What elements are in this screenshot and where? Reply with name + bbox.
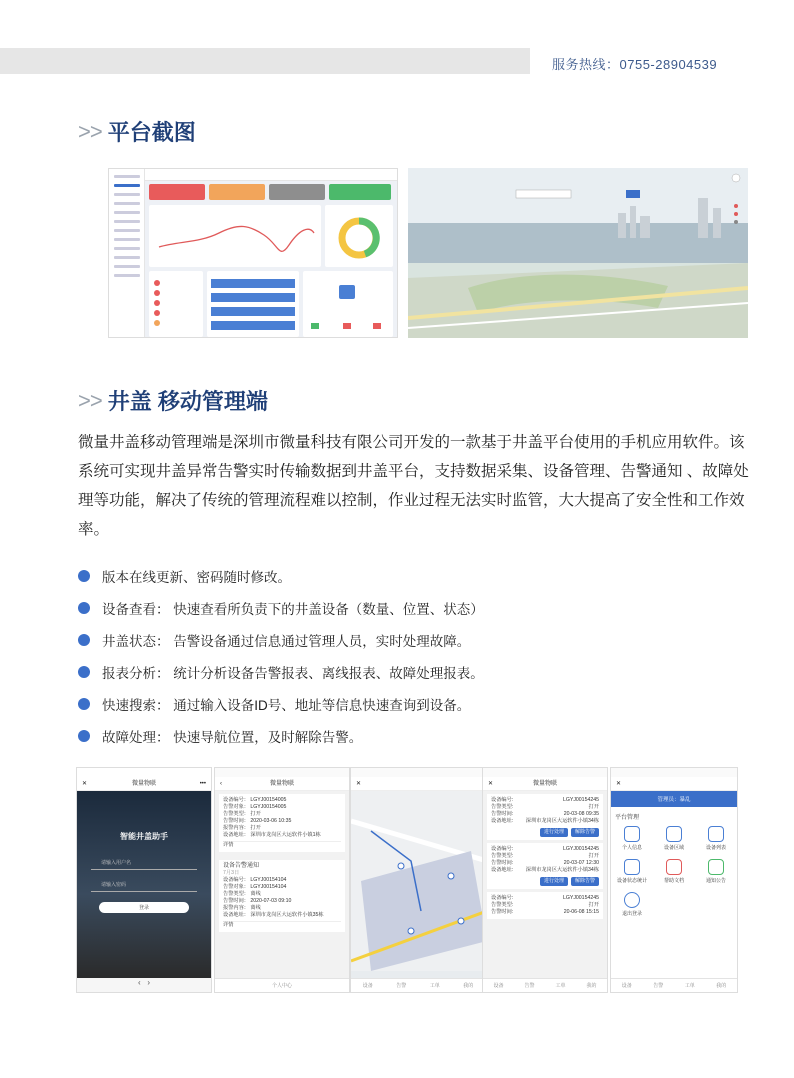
section-title-mobile [78, 385, 268, 416]
user-icon [624, 826, 640, 842]
close-icon[interactable]: ✕ [488, 781, 494, 787]
browser-nav[interactable]: ‹ › [77, 978, 211, 992]
speaker-icon [708, 859, 724, 875]
alarm-card[interactable]: 设备告警通知 7月3日 设备编号： LGYJ00154104 告警对象： LGYJ00154104 告警类型： 离线 告警时间： 2020-07-03 09:10 报警内容： 离线 设备地址： 深圳市龙岗区大运软件小镇35栋 详情 [219, 860, 345, 932]
dashboard-screenshot [108, 168, 398, 338]
logout-item[interactable]: 退出登录 [612, 892, 652, 917]
list-item: 井盖状态： 告警设备通过信息通过管理人员，实时处理故障。 [78, 624, 750, 656]
line-chart-graphic [149, 205, 321, 267]
quick-entry-card [303, 271, 393, 337]
phone-management-screen [610, 767, 738, 993]
alarm-list-card [149, 271, 203, 337]
line-chart-card [149, 205, 321, 267]
bullet-icon [78, 570, 90, 582]
kpi-card-green [329, 184, 391, 200]
intro-paragraph: 微量井盖移动管理端是深圳市微量科技有限公司开发的一款基于井盖平台使用的手机应用软件。该系统可实现井盖异常告警实时传输数据到井盖平台，支持数据采集、设备管理、告警通知 、故障处理等功能，解决了传统的管理流程难以控制，作业过程无法实时监管，大大提高了安全性和工作效率。 [78, 434, 749, 538]
phone-alarm-screen: ‹ 微量物联 设备编号： LGYJ00154005 告警对象： LGYJ00154005 告警类型： 打开 告警时间： 2020-03-06 10:35 报警内容： 打开 设备地址： 深圳市龙岗区大运软件小镇1栋 详情 设备告警通知 7月3日 设备编号： LGYJ00154104 告警对象： LGYJ00154104 告警类型： 离线 告警时间： 2020-07-03 09:10 报警内容： 离线 设备地址： 深圳市龙岗区大运软件小镇35栋 详情 个人中心 [214, 767, 350, 993]
clear-alarm-button[interactable]: 解除告警 [571, 877, 599, 886]
close-icon[interactable]: ✕ [616, 781, 622, 787]
process-button[interactable]: 进行处理 [540, 877, 568, 886]
donut-chart-card [325, 205, 393, 267]
username-input[interactable]: 请输入用户名 [91, 856, 197, 870]
kpi-card-red [149, 184, 205, 200]
clear-alarm-button[interactable]: 解除告警 [571, 828, 599, 837]
close-icon[interactable]: ✕ [356, 781, 362, 787]
list-item: 快速搜索： 通过输入设备ID号、地址等信息快速查询到设备。 [78, 688, 750, 720]
bullet-icon [78, 730, 90, 742]
help-item[interactable]: 帮助文档 [654, 859, 694, 884]
section-title-screenshots [78, 116, 196, 147]
list-item: 版本在线更新、密码随时修改。 [78, 560, 750, 592]
tab-bar[interactable]: 个人中心 [215, 978, 349, 992]
kpi-card-gray [269, 184, 325, 200]
tab-bar[interactable]: 设备 告警 工单 我的 [611, 978, 737, 992]
section-label: 平台管理 [615, 815, 640, 821]
device-list-item[interactable]: 设备列表 [696, 826, 736, 851]
process-button[interactable]: 进行处理 [540, 828, 568, 837]
map-3d-graphic [408, 168, 748, 338]
stats-item[interactable]: 设备状态统计 [612, 859, 652, 884]
more-icon[interactable]: ••• [199, 781, 206, 787]
device-card[interactable]: 设备编号: LGYJ00154245 告警类型: 打开 告警时间: 20-06-08 15:15 [487, 892, 603, 919]
hotline-text: 服务热线：0755-28904539 [552, 57, 718, 72]
dashboard-header [145, 169, 397, 181]
management-grid [611, 826, 737, 917]
list-item: 故障处理： 快速导航位置，及时解除告警。 [78, 720, 750, 752]
manager-banner: 管理员：暴乱 [611, 791, 737, 807]
list-icon [708, 826, 724, 842]
phone-login-screen [76, 767, 212, 993]
tab-bar[interactable]: 设备 告警 工单 我的 [351, 978, 485, 992]
power-icon [624, 892, 640, 908]
section-arrows-icon: >> [78, 118, 102, 144]
device-card[interactable]: 设备编号: LGYJ00154245 告警类型: 打开 告警时间: 20-03-08 09:35 设备地址: 深圳市龙岗区大运软件小镇34栋 进行处理 解除告警 [487, 794, 603, 840]
notice-item[interactable]: 通知公告 [696, 859, 736, 884]
bullet-icon [78, 698, 90, 710]
section-arrows-icon: >> [78, 387, 102, 413]
profile-item[interactable]: 个人信息 [612, 826, 652, 851]
dashboard-sidebar [109, 169, 145, 337]
device-card[interactable]: 设备编号: LGYJ00154245 告警类型: 打开 告警时间: 20-03-07 12:30 设备地址: 深圳市龙岗区大运软件小镇34栋 进行处理 解除告警 [487, 843, 603, 889]
tab-bar[interactable]: 设备 告警 工单 我的 [483, 978, 607, 992]
list-item: 报表分析： 统计分析设备告警报表、离线报表、故障处理报表。 [78, 656, 750, 688]
map-screenshot [408, 168, 748, 338]
section-title-text: 井盖 移动管理端 [107, 389, 268, 414]
area-item[interactable]: 设备区域 [654, 826, 694, 851]
notice-list-card [207, 271, 299, 337]
header-bar [0, 48, 530, 74]
app-name: 智能井盖助手 [120, 832, 168, 841]
back-icon[interactable]: ‹ [220, 781, 222, 787]
list-item: 设备查看： 快速查看所负责下的井盖设备（数量、位置、状态） [78, 592, 750, 624]
alarm-card[interactable]: 设备编号： LGYJ00154005 告警对象： LGYJ00154005 告警类型： 打开 告警时间： 2020-03-06 10:35 报警内容： 打开 设备地址： 深圳市龙岗区大运软件小镇1栋 详情 [219, 794, 345, 852]
kpi-card-orange [209, 184, 265, 200]
password-input[interactable]: 请输入密码 [91, 878, 197, 892]
phone-map-screen [350, 767, 486, 993]
donut-chart-graphic [325, 205, 393, 267]
map-graphic[interactable] [351, 791, 486, 971]
feature-list [78, 560, 750, 752]
location-icon [666, 826, 682, 842]
bullet-icon [78, 634, 90, 646]
bullet-icon [78, 666, 90, 678]
bullet-icon [78, 602, 90, 614]
section-title-text: 平台截图 [107, 120, 196, 145]
document-icon [666, 859, 682, 875]
nav-title: 微量物联 [131, 781, 156, 787]
close-icon[interactable]: ✕ [82, 781, 88, 787]
phone-device-list-screen: ✕ 微量物联 设备编号: LGYJ00154245 告警类型: 打开 告警时间: 20-03-08 09:35 设备地址: 深圳市龙岗区大运软件小镇34栋 进行处理 解除告警 设备编号: LGYJ00154245 告警类型: 打开 告警时间: 20-03-07 12:30 设备地址: 深圳市龙岗区大运软件小镇34栋 进行处理 解除告警 设备编号: LGYJ00154245 告警类型: 打开 告警时间: 20-06-08 15:15 设备 告警 工单 我的 [482, 767, 608, 993]
chart-icon [624, 859, 640, 875]
login-button[interactable]: 登录 [99, 902, 189, 913]
